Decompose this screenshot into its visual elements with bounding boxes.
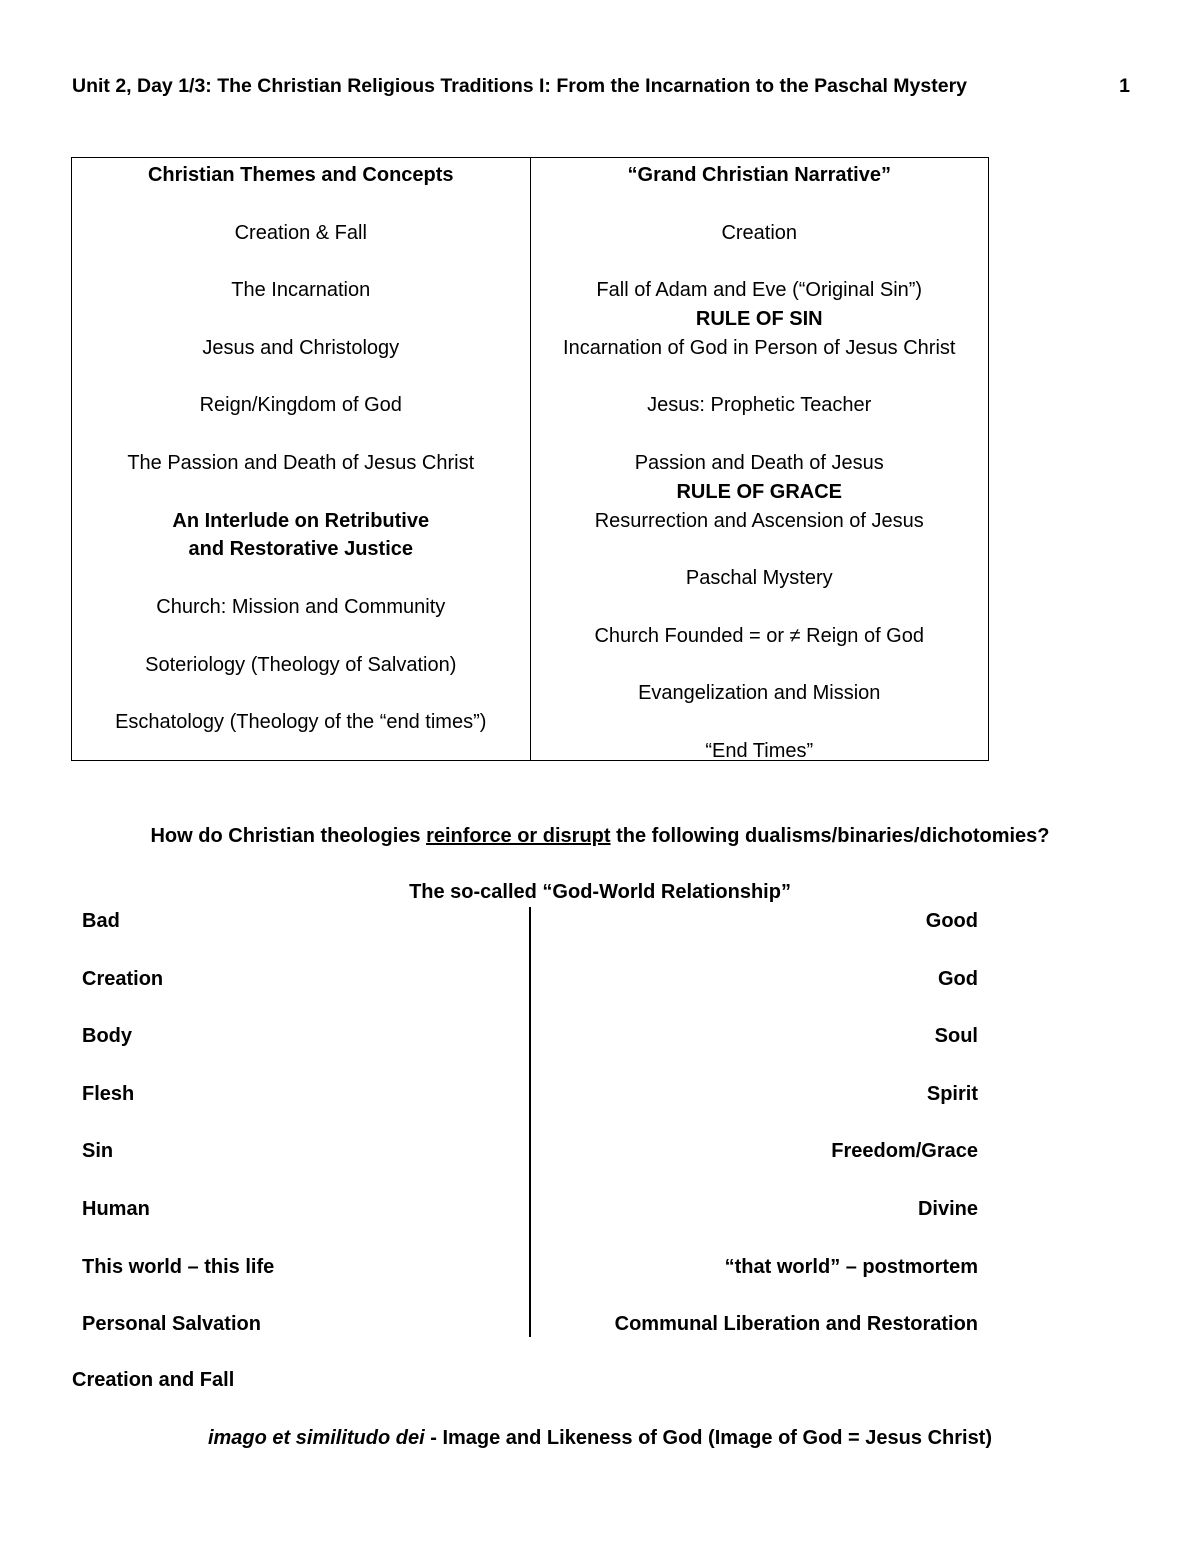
- narrative-item: Evangelization and Mission: [638, 682, 881, 705]
- imago-line: [0, 1425, 1200, 1451]
- page-header: [72, 74, 1132, 98]
- narrative-spacer: [531, 535, 989, 564]
- narrative-spacer: [531, 651, 989, 680]
- narrative-item: Creation: [721, 221, 798, 244]
- dualism-left-term: This world – this life: [82, 1255, 275, 1278]
- dualism-right-term: Spirit: [926, 1082, 978, 1105]
- dualism-row: [82, 965, 978, 1023]
- dualism-row: [82, 1253, 978, 1311]
- narrative-item: “End Times”: [705, 739, 814, 762]
- themes-narrative-table: [71, 157, 989, 761]
- theme-item: The Passion and Death of Jesus Christ: [127, 451, 475, 474]
- narrative-item: Jesus: Prophetic Teacher: [647, 394, 872, 417]
- theme-spacer: [72, 305, 530, 334]
- imago-text: - Image and Likeness of God (Image of God = Jesus Christ): [424, 1427, 993, 1449]
- narrative-column: [530, 158, 989, 760]
- dualism-left-term: Body: [82, 1025, 132, 1048]
- question-text-end: the following dualisms/binaries/dichotomies?: [610, 825, 1050, 847]
- dualism-left-term: Sin: [82, 1140, 114, 1163]
- themes-column: [72, 158, 530, 760]
- dualism-row: [82, 1137, 978, 1195]
- dualism-question: [0, 823, 1200, 849]
- theme-item: Creation & Fall: [234, 221, 367, 244]
- narrative-item: RULE OF SIN: [695, 307, 823, 330]
- theme-item: Reign/Kingdom of God: [199, 394, 402, 417]
- dualism-row: [82, 907, 978, 965]
- dualism-row: [82, 1310, 978, 1368]
- theme-item: Church: Mission and Community: [156, 595, 446, 618]
- narrative-item: Fall of Adam and Eve (“Original Sin”): [596, 279, 923, 302]
- dualism-row: [82, 1022, 978, 1080]
- theme-item: Eschatology (Theology of the “end times”): [115, 711, 487, 734]
- dualism-right-term: God: [938, 967, 978, 990]
- question-emphasis: reinforce or disrupt: [426, 825, 611, 847]
- themes-column-heading: Christian Themes and Concepts: [147, 164, 454, 186]
- page-title: Unit 2, Day 1/3: The Christian Religious Traditions I: From the Incarnation to the Paschal Mystery: [72, 75, 968, 97]
- narrative-spacer: [531, 593, 989, 622]
- theme-spacer: [72, 363, 530, 392]
- dualism-right-term: Communal Liberation and Restoration: [614, 1313, 978, 1336]
- dualism-right-term: Soul: [934, 1025, 978, 1048]
- theme-spacer: [72, 247, 530, 276]
- theme-item: The Incarnation: [231, 279, 371, 302]
- theme-item: and Restorative Justice: [188, 538, 414, 561]
- dualism-left-term: Human: [82, 1197, 150, 1220]
- theme-spacer: [72, 679, 530, 708]
- theme-spacer: [72, 420, 530, 449]
- dualism-left-term: Bad: [82, 910, 120, 932]
- narrative-column-heading: “Grand Christian Narrative”: [627, 164, 891, 186]
- theme-spacer: [72, 564, 530, 593]
- dualism-right-term: “that world” – postmortem: [724, 1255, 978, 1278]
- narrative-item: Church Founded = or ≠ Reign of God: [594, 624, 924, 647]
- narrative-item: Incarnation of God in Person of Jesus Christ: [563, 336, 956, 359]
- theme-spacer: [72, 622, 530, 651]
- theme-spacer: [72, 478, 530, 507]
- dualism-right-term: Divine: [917, 1197, 978, 1220]
- dualism-left-term: Creation: [82, 967, 164, 990]
- narrative-spacer: [531, 247, 989, 276]
- page-number: 1: [1119, 75, 1130, 97]
- narrative-item: Resurrection and Ascension of Jesus: [594, 509, 924, 532]
- section-heading: Creation and Fall: [72, 1369, 235, 1391]
- narrative-item: Paschal Mystery: [685, 567, 833, 590]
- narrative-spacer: [531, 420, 989, 449]
- narrative-spacer: [531, 190, 989, 219]
- dualism-right-term: Freedom/Grace: [831, 1140, 978, 1163]
- theme-item: Soteriology (Theology of Salvation): [145, 653, 457, 676]
- imago-latin: imago et similitudo dei: [207, 1427, 425, 1449]
- theme-spacer: [72, 190, 530, 219]
- dualism-right-term: Good: [925, 910, 978, 932]
- narrative-item: RULE OF GRACE: [676, 480, 843, 503]
- dualism-list: [82, 907, 978, 1368]
- dualism-left-term: Flesh: [82, 1082, 135, 1105]
- dualism-left-term: Personal Salvation: [82, 1313, 261, 1336]
- theme-item: An Interlude on Retributive: [172, 509, 430, 532]
- theme-item: Jesus and Christology: [202, 336, 400, 359]
- god-world-heading: The so-called “God-World Relationship”: [409, 881, 791, 903]
- dualism-row: [82, 1080, 978, 1138]
- narrative-spacer: [531, 363, 989, 392]
- narrative-item: Passion and Death of Jesus: [634, 451, 884, 474]
- question-text-start: How do Christian theologies: [150, 825, 427, 847]
- dualism-row: [82, 1195, 978, 1253]
- narrative-spacer: [531, 708, 989, 737]
